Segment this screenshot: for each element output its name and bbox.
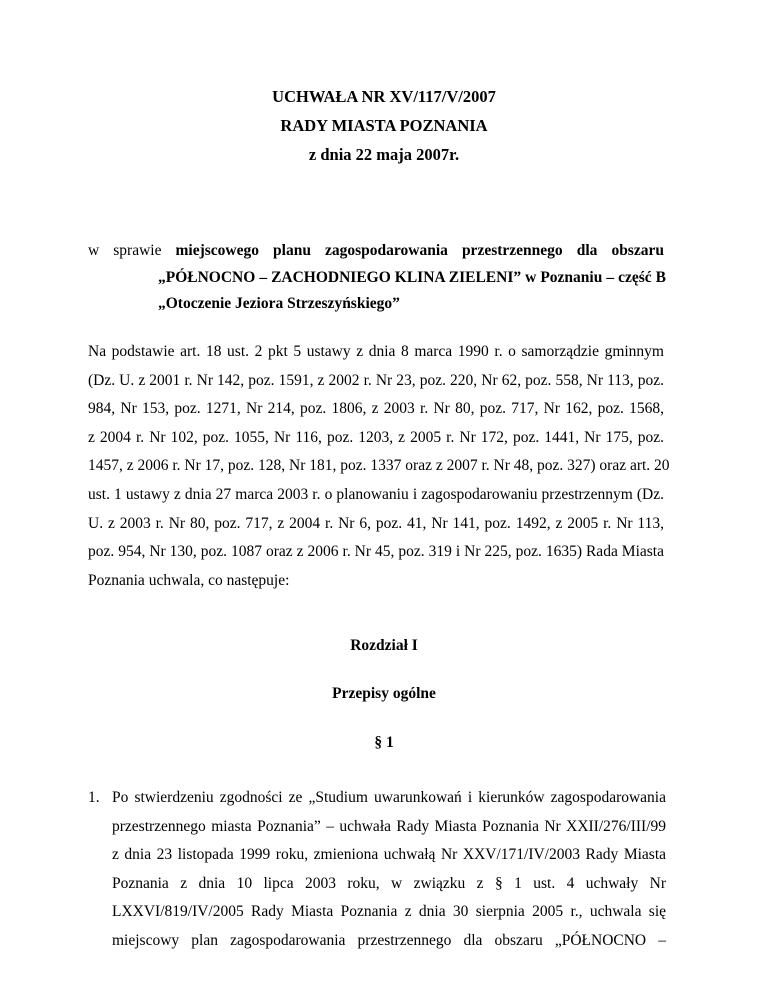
preamble [88, 338, 670, 595]
subject-word: miejscowego [175, 242, 259, 259]
item-line: z dnia 23 listopada 1999 roku, zmieniona uchwałą Nr XXV/171/IV/2003 Rady Miasta [112, 846, 666, 864]
subject-word: zagospodarowania [325, 242, 448, 259]
preamble-line: 1457, z 2006 r. Nr 17, poz. 128, Nr 181, poz. 1337 oraz z 2007 r. Nr 48, poz. 327) oraz art. 20 [88, 457, 670, 475]
subject-continuation [158, 268, 666, 314]
resolution-number: UCHWAŁA NR XV/117/V/2007 [272, 87, 496, 106]
item-line: miejscowy plan zagospodarowania przestrzennego dla obszaru „PÓŁNOCNO – [112, 931, 666, 949]
preamble-line: ust. 1 ustawy z dnia 27 marca 2003 r. o planowaniu i zagospodarowaniu przestrzennym (Dz. [88, 485, 664, 503]
preamble-line: U. z 2003 r. Nr 80, poz. 717, z 2004 r. Nr 6, poz. 41, Nr 141, poz. 1492, z 2005 r. Nr 113, [88, 514, 664, 532]
item-line: Poznania z dnia 10 lipca 2003 roku, w związku z § 1 ust. 4 uchwały Nr [112, 874, 666, 892]
subject-line-2: „PÓŁNOCNO – ZACHODNIEGO KLINA ZIELENI” w Poznaniu – część B [158, 269, 666, 286]
council-name: RADY MIASTA POZNANIA [280, 116, 488, 135]
item-text [112, 784, 666, 956]
subject-word: obszaru [611, 242, 664, 259]
preamble-line: Poznania uchwala, co następuje: [88, 571, 290, 589]
chapter-title: Rozdział I [350, 637, 418, 654]
item-line: Po stwierdzeniu zgodności ze „Studium uwarunkowań i kierunków zagospodarowania [112, 789, 666, 806]
subject-word: w [88, 242, 100, 259]
item-number: 1. [88, 789, 100, 806]
preamble-line: 984, Nr 153, poz. 1271, Nr 214, poz. 1806, z 2003 r. Nr 80, poz. 717, Nr 162, poz. 1568, [88, 400, 664, 418]
subject-line-1 [88, 241, 664, 261]
item-line: przestrzennego miasta Poznania” – uchwała Rady Miasta Poznania Nr XXII/276/III/99 [112, 817, 666, 835]
subject-line-3: „Otoczenie Jeziora Strzeszyńskiego” [158, 295, 400, 312]
preamble-line: (Dz. U. z 2001 r. Nr 142, poz. 1591, z 2002 r. Nr 23, poz. 220, Nr 62, poz. 558, Nr 113, poz. [88, 371, 664, 389]
paragraph-mark: § 1 [374, 734, 394, 751]
subject-word: sprawie [113, 242, 162, 259]
subject-word: planu [273, 242, 311, 259]
preamble-line: Na podstawie art. 18 ust. 2 pkt 5 ustawy z dnia 8 marca 1990 r. o samorządzie gminnym [88, 343, 664, 360]
preamble-line: poz. 954, Nr 130, poz. 1087 oraz z 2006 r. Nr 45, poz. 319 i Nr 225, poz. 1635) Rada Miasta [88, 543, 664, 561]
resolution-date: z dnia 22 maja 2007r. [308, 145, 460, 164]
item-line: LXXVI/819/IV/2005 Rady Miasta Poznania z dnia 30 sierpnia 2005 r., uchwala się [112, 903, 666, 921]
chapter-subtitle: Przepisy ogólne [332, 685, 436, 702]
subject-word: przestrzennego [461, 242, 563, 259]
preamble-line: z 2004 r. Nr 102, poz. 1055, Nr 116, poz. 1203, z 2005 r. Nr 172, poz. 1441, Nr 175, poz. [88, 428, 664, 446]
subject-word: dla [576, 242, 598, 259]
